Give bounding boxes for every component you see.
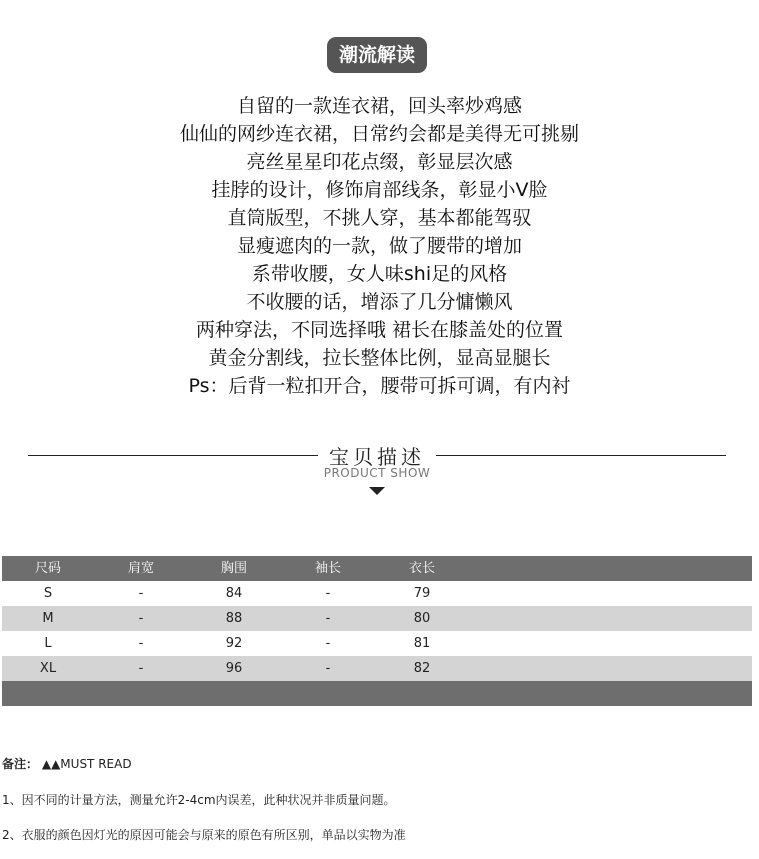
table-footer-bar	[2, 681, 752, 706]
divider-right	[436, 455, 726, 456]
table-header-cell: 胸围	[220, 561, 247, 576]
table-row	[2, 631, 752, 656]
description-line: 不收腰的话，增添了几分慵懒风	[246, 291, 513, 313]
table-cell: S	[43, 586, 53, 601]
table-cell: -	[325, 586, 331, 601]
description-line: Ps：后背一粒扣开合，腰带可拆可调，有内衬	[188, 375, 571, 397]
table-cell: -	[325, 636, 331, 651]
table-cell: -	[138, 611, 144, 626]
table-cell: -	[325, 611, 331, 626]
table-cell: -	[138, 661, 144, 676]
down-arrow-icon	[369, 487, 385, 495]
table-header-cell: 尺码	[34, 561, 61, 576]
table-cell: 82	[413, 661, 431, 676]
table-row	[2, 581, 752, 606]
description-line: 挂脖的设计，修饰肩部线条，彰显小V脸	[211, 179, 548, 201]
note-item: 1、因不同的计量方法，测量允许2-4cm内误差，此种状况并非质量问题。	[2, 793, 396, 807]
description-line: 直筒版型，不挑人穿，基本都能驾驭	[227, 207, 532, 229]
section-title: 宝贝描述	[329, 445, 425, 469]
description-line: 仙仙的网纱连衣裙，日常约会都是美得无可挑剔	[179, 123, 579, 145]
table-row	[2, 656, 752, 681]
table-cell: 80	[413, 611, 431, 626]
table-cell: -	[138, 636, 144, 651]
table-cell: M	[42, 611, 54, 626]
divider-left	[28, 455, 318, 456]
notes-heading	[2, 755, 132, 772]
description-line: 显瘦遮肉的一款，做了腰带的增加	[236, 235, 522, 257]
product-description	[0, 92, 759, 400]
table-cell: 79	[413, 586, 431, 601]
note-item: 2、衣服的颜色因灯光的原因可能会与原来的原色有所区别，单品以实物为准	[2, 828, 406, 842]
table-cell: 84	[225, 586, 243, 601]
table-cell: XL	[39, 661, 57, 676]
table-cell: -	[325, 661, 331, 676]
table-cell: -	[138, 586, 144, 601]
description-line: 自留的一款连衣裙，回头率炒鸡感	[236, 95, 522, 117]
notes-label: 备注：	[2, 757, 39, 771]
table-header-row	[2, 556, 752, 581]
table-cell: L	[44, 636, 52, 651]
table-cell: 92	[225, 636, 243, 651]
size-table	[2, 556, 752, 706]
table-header-cell: 肩宽	[127, 561, 154, 576]
section-badge-trend: 潮流解读	[327, 37, 427, 73]
table-cell: 96	[225, 661, 243, 676]
table-header-cell: 袖长	[314, 561, 341, 576]
description-line: 两种穿法，不同选择哦 裙长在膝盖处的位置	[195, 319, 564, 341]
description-line: 亮丝星星印花点缀，彰显层次感	[246, 151, 513, 173]
table-row	[2, 606, 752, 631]
description-line: 黄金分割线，拉长整体比例，显高显腿长	[208, 347, 551, 369]
table-cell: 81	[413, 636, 431, 651]
table-header-cell: 衣长	[408, 561, 435, 576]
section-subtitle: PRODUCT SHOW	[323, 466, 431, 480]
table-cell: 88	[225, 611, 243, 626]
must-read-label: ▲▲MUST READ	[41, 757, 132, 771]
description-line: 系带收腰，女人味shi足的风格	[251, 263, 508, 285]
